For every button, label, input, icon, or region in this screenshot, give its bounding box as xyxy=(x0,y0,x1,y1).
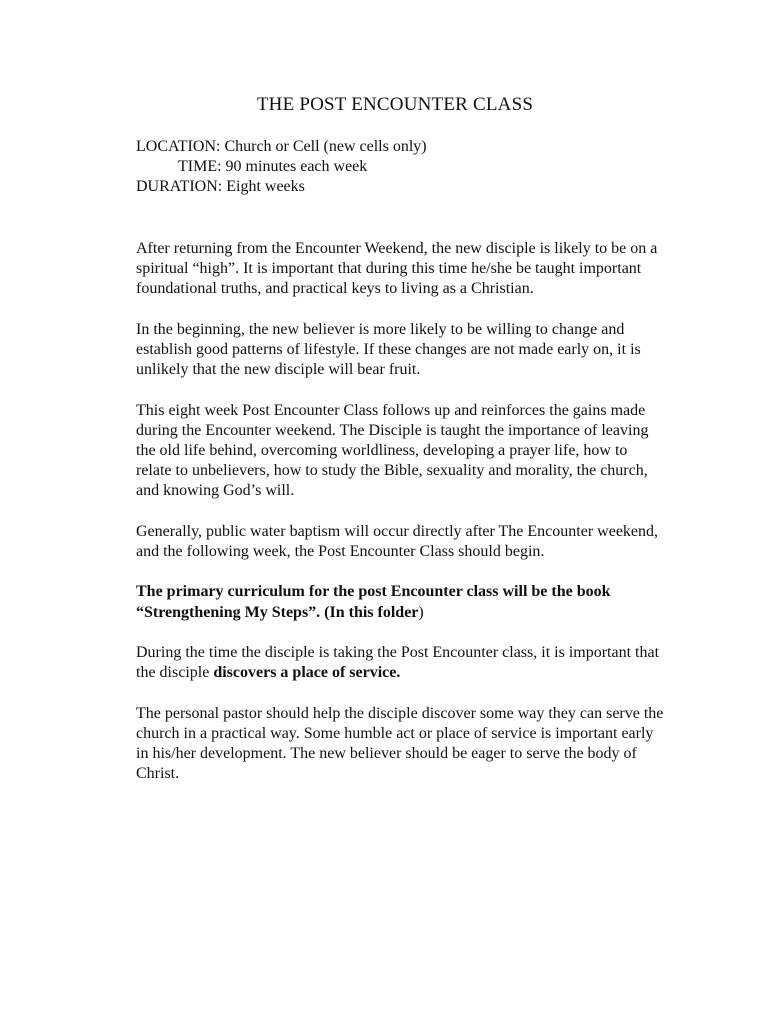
paragraph-beginning: In the beginning, the new believer is more likely to be willing to change and establish good patterns of lifestyle. If these changes are not made early on, it is unlikely that the new disciple will bear fruit. xyxy=(136,320,641,379)
document-body xyxy=(136,239,666,805)
time-label: TIME: xyxy=(178,158,222,175)
location-row xyxy=(136,137,427,157)
location-value: Church or Cell (new cells only) xyxy=(224,138,427,155)
service-bold-text: discovers a place of service. xyxy=(213,664,401,682)
time-row xyxy=(136,157,427,177)
curriculum-bold-text: The primary curriculum for the post Encounter class will be the book “Strengthening My Steps”. (In this folder xyxy=(136,583,611,621)
location-label: LOCATION: xyxy=(136,138,221,155)
paragraph-encounter-weekend: After returning from the Encounter Weekend, the new disciple is likely to be on a spiritual “high”. It is important that during this time he/she be taught important foundational truths, and practical keys to living as a Christian. xyxy=(136,240,658,298)
duration-value: Eight weeks xyxy=(226,178,305,195)
paragraph-curriculum xyxy=(136,582,666,622)
paragraph-water-baptism: Generally, public water baptism will occur directly after The Encounter weekend, and the following week, the Post Encounter Class should begin. xyxy=(136,522,659,560)
duration-label: DURATION: xyxy=(136,178,223,195)
paragraph-place-of-service xyxy=(136,643,666,683)
paragraph-eight-week-class: This eight week Post Encounter Class follows up and reinforces the gains made during the Encounter weekend. The Disciple is taught the importance of leaving the old life behind, overcoming worldliness, developing a prayer life, how to relate to unbelievers, how to study the Bible, sexuality and morality, the church, and knowing God’s will. xyxy=(136,401,649,500)
duration-row xyxy=(136,177,427,197)
curriculum-tail-text: ) xyxy=(418,603,424,621)
class-details xyxy=(136,137,427,197)
paragraph-personal-pastor: The personal pastor should help the disciple discover some way they can serve the church in a practical way. Some humble act or place of service is important early in his/her development. The new believer should be eager to serve the body of Christ. xyxy=(136,704,664,783)
service-intro-text: During the time the disciple is taking the Post Encounter class, it is important that the disciple xyxy=(136,643,660,682)
document-title: THE POST ENCOUNTER CLASS xyxy=(256,94,534,115)
time-value: 90 minutes each week xyxy=(225,158,368,175)
